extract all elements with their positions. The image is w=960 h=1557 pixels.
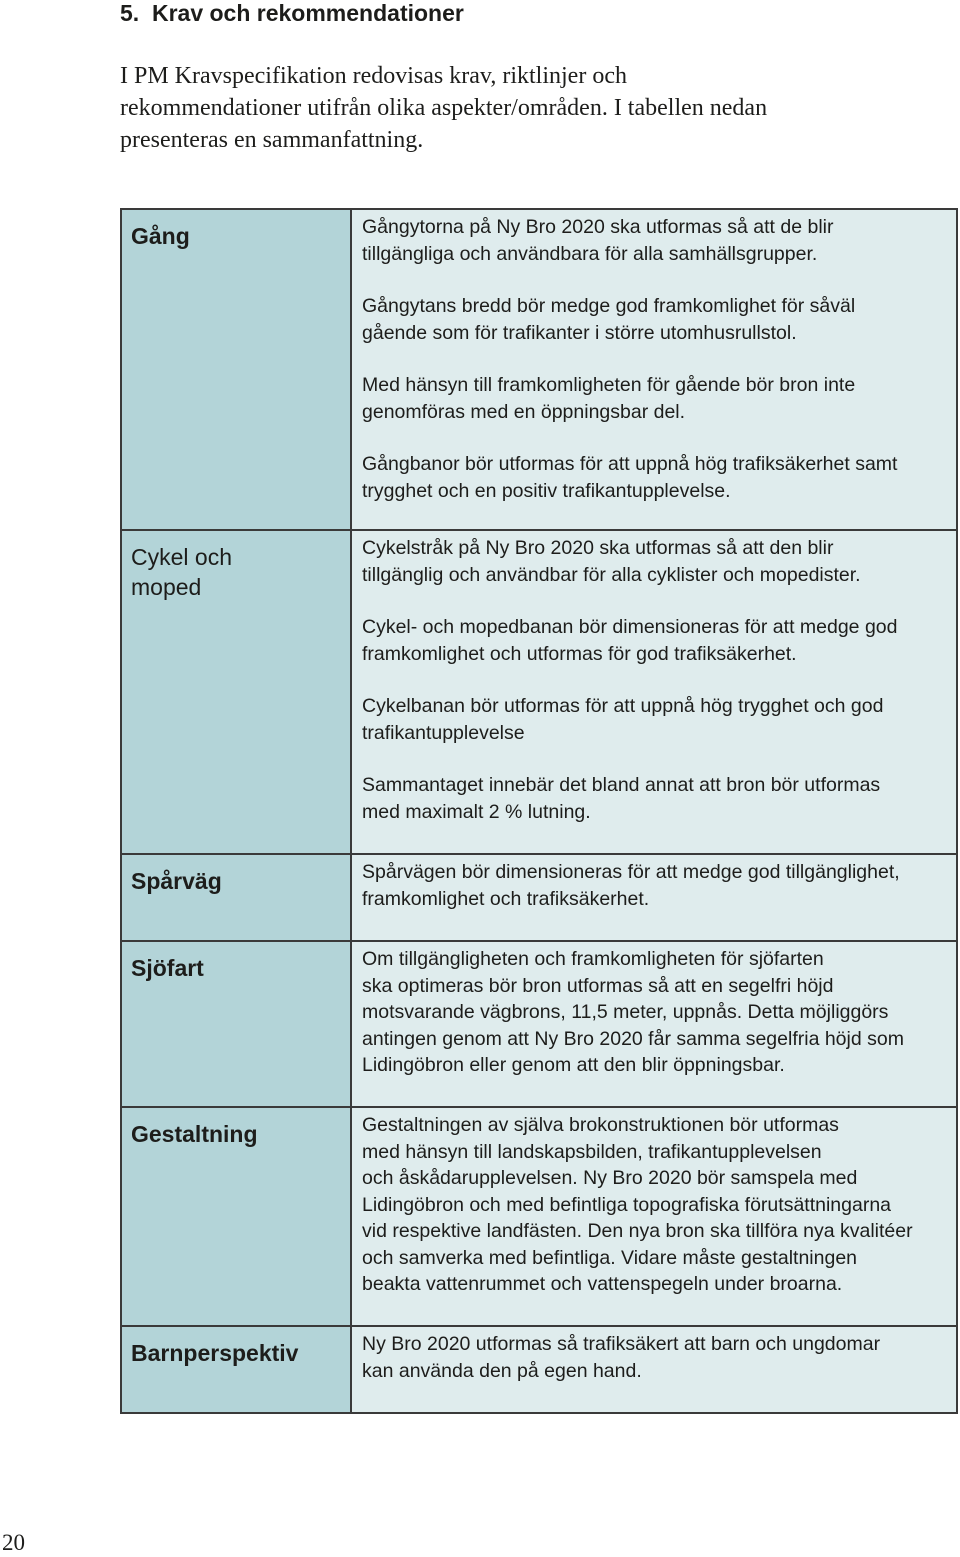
text-line: Med hänsyn till framkomligheten för gående bör bron inte — [362, 374, 856, 396]
row-label — [121, 530, 351, 854]
text-line: kan använda den på egen hand. — [362, 1359, 642, 1382]
text-paragraph — [362, 293, 950, 346]
row-text — [351, 530, 957, 854]
text-line: Spårvägen bör dimensioneras för att medge god tillgänglighet, — [362, 861, 900, 883]
text-line: Cykelbanan bör utformas för att uppnå hög trygghet och god — [362, 695, 884, 717]
text-paragraph — [362, 859, 950, 912]
text-paragraph — [362, 772, 950, 825]
text-paragraph — [362, 372, 950, 425]
text-line: motsvarande vägbrons, 11,5 meter, uppnås. Detta möjliggörs — [362, 1001, 889, 1023]
table-row-gang — [121, 209, 957, 530]
text-line: vid respektive landfästen. Den nya bron ska tillföra nya kvalitéer — [362, 1220, 913, 1242]
text-line: Ny Bro 2020 utformas så trafiksäkert att barn och ungdomar — [362, 1333, 881, 1355]
text-line: med maximalt 2 % lutning. — [362, 800, 591, 823]
row-text — [351, 1107, 957, 1326]
row-text — [351, 1326, 957, 1413]
text-paragraph — [362, 214, 950, 267]
text-line: genomföras med en öppningsbar del. — [362, 400, 686, 423]
page-number: 20 — [2, 1530, 25, 1555]
intro-paragraph — [120, 60, 860, 156]
row-label: Barnperspektiv — [121, 1326, 351, 1413]
text-line: Gestaltningen av själva brokonstruktionen bör utformas — [362, 1114, 839, 1136]
text-paragraph — [362, 451, 950, 504]
intro-line: I PM Kravspecifikation redovisas krav, riktlinjer och — [120, 63, 627, 89]
intro-line: presenteras en sammanfattning. — [120, 127, 424, 153]
text-line: Lidingöbron eller genom att den blir öppningsbar. — [362, 1054, 785, 1076]
text-paragraph — [362, 614, 950, 667]
text-paragraph — [362, 1112, 950, 1298]
text-paragraph — [362, 693, 950, 746]
row-text — [351, 209, 957, 530]
text-line: Om tillgängligheten och framkomligheten för sjöfarten — [362, 948, 824, 970]
text-line: Sammantaget innebär det bland annat att bron bör utformas — [362, 774, 881, 796]
table-row-gestaltning — [121, 1107, 957, 1326]
row-label: Sjöfart — [121, 941, 351, 1107]
text-paragraph — [362, 946, 950, 1079]
text-line: Cykelstråk på Ny Bro 2020 ska utformas så att den blir — [362, 537, 834, 559]
table-row-cykel — [121, 530, 957, 854]
table-row-sparvag — [121, 854, 957, 941]
row-label: Gång — [121, 209, 351, 530]
text-line: antingen genom att Ny Bro 2020 får samma segelfria höjd som — [362, 1027, 904, 1050]
text-line: och samverka med befintliga. Vidare måste gestaltningen — [362, 1246, 858, 1269]
text-line: Gångytans bredd bör medge god framkomlighet för såväl — [362, 295, 856, 317]
text-line: framkomlighet och utformas för god trafiksäkerhet. — [362, 642, 797, 665]
text-line: Lidingöbron och med befintliga topografiska förutsättningarna — [362, 1193, 892, 1216]
requirements-table — [120, 208, 958, 1414]
table-row-barnperspektiv — [121, 1326, 957, 1413]
row-text — [351, 854, 957, 941]
text-line: ska optimeras bör bron utformas så att en segelfri höjd — [362, 974, 834, 997]
text-line: Cykel- och mopedbanan bör dimensioneras för att medge god — [362, 616, 898, 638]
text-paragraph — [362, 1331, 950, 1384]
table-row-sjofart — [121, 941, 957, 1107]
text-line: med hänsyn till landskapsbilden, trafikantupplevelsen — [362, 1140, 822, 1163]
text-line: trafikantupplevelse — [362, 721, 525, 744]
text-line: tillgänglig och användbar för alla cyklister och mopedister. — [362, 563, 861, 586]
text-line: framkomlighet och trafiksäkerhet. — [362, 887, 650, 910]
row-label-text: Cykel och moped — [131, 544, 232, 600]
text-line: trygghet och en positiv trafikantupplevelse. — [362, 479, 731, 502]
section-heading: 5. Krav och rekommendationer — [120, 0, 464, 26]
text-paragraph — [362, 535, 950, 588]
text-line: och åskådarupplevelsen. Ny Bro 2020 bör samspela med — [362, 1167, 858, 1189]
text-line: beakta vattenrummet och vattenspegeln under broarna. — [362, 1273, 843, 1295]
row-label: Spårväg — [121, 854, 351, 941]
text-line: tillgängliga och användbara för alla samhällsgrupper. — [362, 242, 818, 265]
text-line: Gångbanor bör utformas för att uppnå hög trafiksäkerhet samt — [362, 453, 898, 475]
text-line: gående som för trafikanter i större utomhusrullstol. — [362, 321, 797, 344]
row-label: Gestaltning — [121, 1107, 351, 1326]
text-line: Gångytorna på Ny Bro 2020 ska utformas så att de blir — [362, 216, 834, 238]
row-text — [351, 941, 957, 1107]
intro-line: rekommendationer utifrån olika aspekter/områden. I tabellen nedan — [120, 95, 768, 121]
